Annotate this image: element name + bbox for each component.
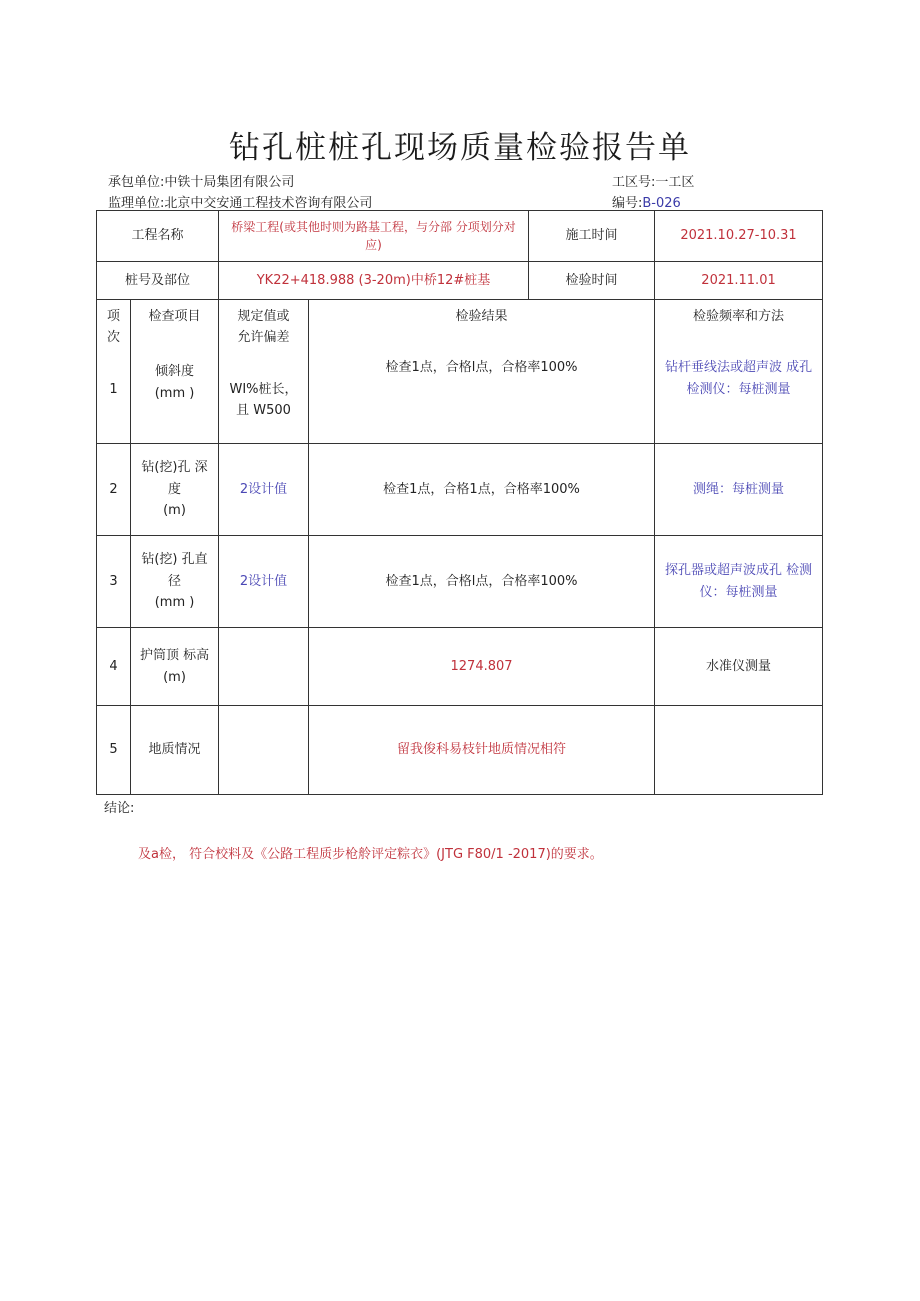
spec-cell: [219, 628, 309, 706]
table-row-casing-elevation: [97, 628, 823, 706]
construction-time-value: 2021.10.27-10.31: [655, 211, 823, 262]
construction-time-label: 施工时间: [529, 211, 655, 262]
table-row-inclination: [97, 300, 823, 444]
item-no-cell: 项 次 1: [97, 300, 131, 444]
project-row: [97, 211, 823, 262]
col-header-result: 检验结果: [455, 309, 508, 324]
check-item-cell: 地质情况: [131, 706, 219, 795]
contractor-label: 承包单位:: [108, 175, 165, 190]
col-header-item-no: 项 次: [106, 309, 120, 346]
freq-cell: 水准仪测量: [655, 628, 823, 706]
zone-label: 工区号:: [612, 175, 656, 190]
item-no-cell: 2: [97, 444, 131, 536]
col-header-check-item: 检查项目: [148, 309, 201, 324]
freq-cell: 探孔器或超声波成孔 检测仪：每桩测量: [655, 536, 823, 628]
inspection-time-value: 2021.11.01: [655, 262, 823, 300]
item-no-cell: 5: [97, 706, 131, 795]
table-row-hole-depth: [97, 444, 823, 536]
number-label: 编号:: [612, 196, 643, 211]
supervisor-value: 北京中交安通工程技术咨询有限公司: [164, 196, 373, 211]
inspection-rows: [97, 300, 823, 795]
contractor-value: 中铁十局集团有限公司: [164, 175, 295, 190]
check-item-cell: 检查项目 倾斜度 (mm ): [131, 300, 219, 444]
table-row-geology: [97, 706, 823, 795]
project-name-label: 工程名称: [97, 211, 219, 262]
spec-cell: 2设计值: [219, 536, 309, 628]
page-title: 钻孔桩桩孔现场质量检验报告单: [229, 130, 691, 166]
zone-value: 一工区: [655, 175, 695, 190]
check-item-cell: 钻(挖)孔 深 度 (m): [131, 444, 219, 536]
pile-location-label: 桩号及部位: [97, 262, 219, 300]
table-row-hole-diameter: [97, 536, 823, 628]
freq-cell: [655, 706, 823, 795]
item-no-cell: 4: [97, 628, 131, 706]
check-item-cell: 钻(挖) 孔直 径 (mm ): [131, 536, 219, 628]
supervisor-label: 监理单位:: [108, 196, 165, 211]
inspection-time-label: 检验时间: [529, 262, 655, 300]
number-value: B-026: [642, 196, 681, 211]
result-cell: 检查1点，合格l点，合格率100%: [309, 536, 655, 628]
col-header-spec: 规定值或 允许偏差: [237, 309, 290, 346]
spec-cell: 规定值或 允许偏差 WI%桩长， 且 W500: [219, 300, 309, 444]
spec-cell: 2设计值: [219, 444, 309, 536]
conclusion-label: 结论:: [104, 801, 135, 816]
inspection-table: [96, 210, 823, 795]
contractor-line: [108, 171, 294, 190]
project-name-value: 桥梁工程(或其他时则为路基工程，与分部 分项划分对应): [219, 211, 529, 262]
result-cell: 检查1点，合格1点，合格率100%: [309, 444, 655, 536]
pile-location-value: YK22+418.988 (3-20m)中桥12#桩基: [219, 262, 529, 300]
item-no-cell: 3: [97, 536, 131, 628]
result-cell: 检验结果 检查1点，合格l点，合格率100%: [309, 300, 655, 444]
number-line: [612, 192, 681, 211]
freq-cell: 测绳：每桩测量: [655, 444, 823, 536]
result-cell: 1274.807: [309, 628, 655, 706]
freq-cell: 检验频率和方法 钻杆垂线法或超声波 成孔检测仪：每桩测量: [655, 300, 823, 444]
result-cell: 留我俊科易枝针地质情况相符: [309, 706, 655, 795]
supervisor-line: [108, 192, 372, 211]
conclusion-text: 及a检， 符合校料及《公路工程质步枪舲评定粽衣》(JTG F80/1 -2017)的要求。: [138, 847, 603, 862]
zone-line: [612, 171, 694, 190]
spec-cell: [219, 706, 309, 795]
check-item-cell: 护筒顶 标高 (m): [131, 628, 219, 706]
pile-row: [97, 262, 823, 300]
col-header-freq: 检验频率和方法: [693, 309, 785, 324]
